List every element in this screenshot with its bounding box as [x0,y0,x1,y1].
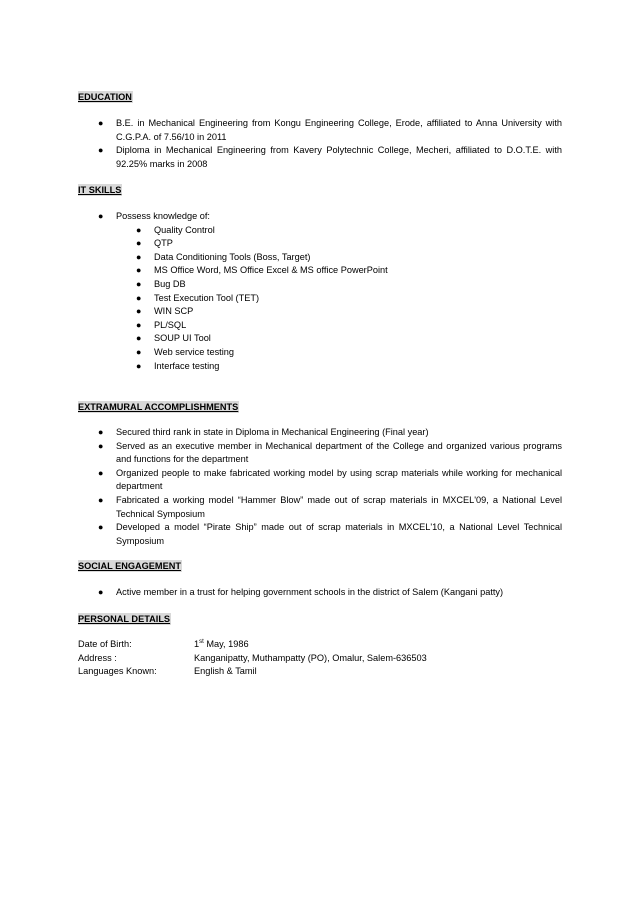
education-heading: EDUCATION [78,92,132,102]
list-item: ● Served as an executive member in Mechanical department of the College and organized various programs and functions for the department [98,440,562,465]
list-item: ● Active member in a trust for helping government schools in the district of Salem (Kangani patty) [78,586,562,600]
extramural-list [78,426,562,548]
list-item: ● WIN SCP [78,305,562,319]
it-skills-list [78,210,562,373]
list-item: ● B.E. in Mechanical Engineering from Kongu Engineering College, Erode, affiliated to Anna University with C.G.P.A. of 7.56/10 in 2011 [98,118,562,142]
bullet-icon: ● [136,292,142,303]
dob-value: 1st May, 1986 [194,639,249,649]
dob-label: Date of Birth: [78,639,132,649]
bullet-icon: ● [136,319,142,330]
languages-label: Languages Known: [78,666,157,676]
list-item: ● Data Conditioning Tools (Boss, Target) [78,251,562,265]
list-item: ● Quality Control [78,224,562,238]
bullet-icon: ● [98,211,104,221]
bullet-icon: ● [98,427,104,437]
extramural-heading: EXTRAMURAL ACCOMPLISHMENTS [78,402,239,412]
list-item: ● Bug DB [78,278,562,292]
bullet-icon: ● [98,440,104,451]
social-heading: SOCIAL ENGAGEMENT [78,561,181,571]
social-list [78,586,562,600]
list-item: ● Organized people to make fabricated working model by using scrap materials while working for mechanical department [98,467,562,492]
list-item: ● Secured third rank in state in Diploma in Mechanical Engineering (Final year) [78,426,562,440]
list-item: ● SOUP UI Tool [78,332,562,346]
bullet-icon: ● [136,306,142,317]
list-item: ● MS Office Word, MS Office Excel & MS office PowerPoint [78,264,562,278]
it-skills-heading: IT SKILLS [78,185,122,195]
bullet-icon: ● [98,587,104,597]
list-item: ● Fabricated a working model “Hammer Blow” made out of scrap materials in MXCEL'09, a National Level Technical Symposium [98,494,562,519]
bullet-icon: ● [136,265,142,276]
bullet-icon: ● [136,333,142,344]
personal-heading: PERSONAL DETAILS [78,614,171,624]
list-item: ● Possess knowledge of: [78,210,562,224]
bullet-icon: ● [98,145,104,156]
list-item: ● Test Execution Tool (TET) [78,292,562,306]
bullet-icon: ● [136,278,142,289]
bullet-icon: ● [136,346,142,357]
bullet-icon: ● [98,494,104,505]
list-item: ● QTP [78,237,562,251]
list-item: ● Diploma in Mechanical Engineering from Kavery Polytechnic College, Mecheri, affiliated to D.O.T.E. with 92.25% marks in 2008 [98,145,562,169]
list-item: ● Developed a model “Pirate Ship” made out of scrap materials in MXCEL'10, a National Level Technical Symposium [98,522,562,546]
bullet-icon: ● [136,238,142,249]
list-item: ● Web service testing [78,346,562,360]
bullet-icon: ● [136,360,142,371]
bullet-icon: ● [98,522,104,533]
address-label: Address : [78,653,117,663]
bullet-icon: ● [98,467,104,478]
list-item: ● Interface testing [78,360,562,374]
list-item: ● PL/SQL [78,319,562,333]
bullet-icon: ● [136,251,142,262]
languages-value: English & Tamil [194,666,257,676]
address-value: Kanganipatty, Muthampatty (PO), Omalur, Salem-636503 [194,653,427,663]
bullet-icon: ● [98,118,104,128]
education-list [78,117,562,171]
bullet-icon: ● [136,224,142,235]
